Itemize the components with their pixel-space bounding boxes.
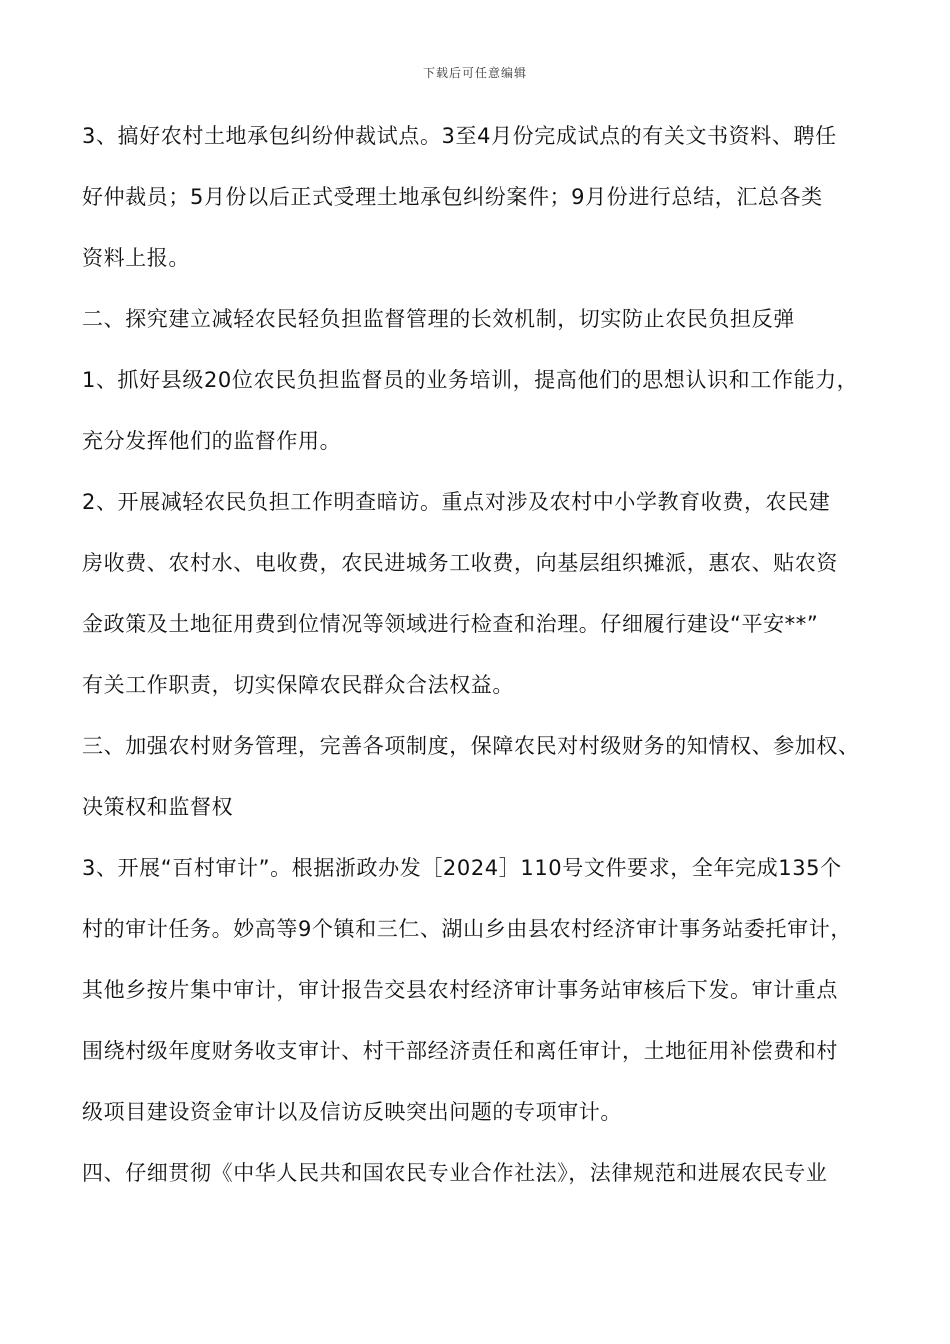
section-heading: 三、加强农村财务管理，完善各项制度，保障农民对村级财务的知情权、参加权、	[82, 734, 860, 758]
section-heading: 二、探究建立减轻农民轻负担监督管理的长效机制，切实防止农民负担反弹	[82, 307, 795, 331]
body-line: 村的审计任务。妙高等9个镇和三仁、湖山乡由县农村经济审计事务站委托审计，	[82, 917, 852, 941]
document-body	[82, 114, 882, 1212]
body-line: 3、搞好农村土地承包纠纷仲裁试点。3至4月份完成试点的有关文书资料、聘任	[82, 124, 837, 148]
header-note: 下载后可任意编辑	[422, 66, 527, 80]
body-line: 3、开展“百村审计”。根据浙政办发［2024］110号文件要求，全年完成135个	[82, 856, 842, 880]
body-line: 围绕村级年度财务收支审计、村干部经济责任和离任审计，土地征用补偿费和村	[82, 1039, 838, 1063]
body-line: 充分发挥他们的监督作用。	[82, 429, 342, 453]
body-line: 2、开展减轻农民负担工作明查暗访。重点对涉及农村中小学教育收费，农民建	[82, 490, 831, 514]
body-line: 好仲裁员；5月份以后正式受理土地承包纠纷案件；9月份进行总结，汇总各类	[82, 185, 823, 209]
body-line: 有关工作职责，切实保障农民群众合法权益。	[82, 673, 514, 697]
body-line: 金政策及土地征用费到位情况等领域进行检查和治理。仔细履行建设“平安**”	[82, 612, 819, 636]
body-line: 级项目建设资金审计以及信访反映突出问题的专项审计。	[82, 1100, 622, 1124]
body-line: 房收费、农村水、电收费，农民进城务工收费，向基层组织摊派，惠农、贴农资	[82, 551, 838, 575]
section-heading: 四、仔细贯彻《中华人民共和国农民专业合作社法》，法律规范和进展农民专业	[82, 1161, 828, 1185]
section-heading: 决策权和监督权	[82, 795, 234, 819]
body-line: 其他乡按片集中审计，审计报告交县农村经济审计事务站审核后下发。审计重点	[82, 978, 838, 1002]
body-line: 资料上报。	[82, 246, 190, 270]
body-line: 1、抓好县级20位农民负担监督员的业务培训，提高他们的思想认识和工作能力，	[82, 368, 859, 392]
